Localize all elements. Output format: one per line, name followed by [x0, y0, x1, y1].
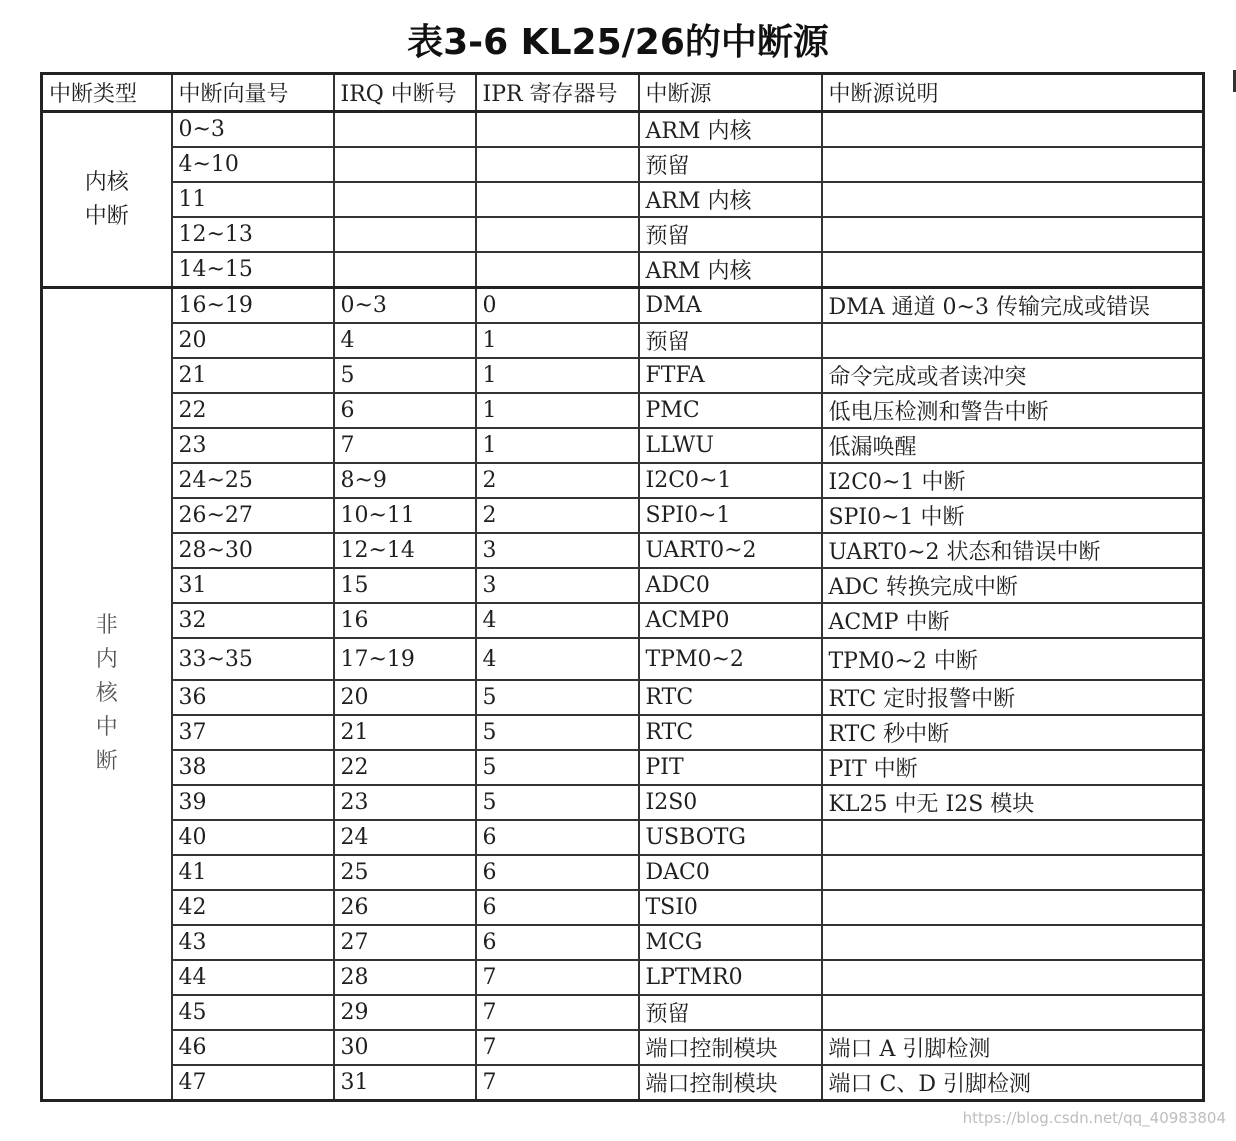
source-cell: FTFA: [639, 358, 822, 393]
vector-cell: 46: [172, 1030, 334, 1065]
watermark-url: https://blog.csdn.net/qq_40983804: [962, 1109, 1226, 1127]
core-interrupt-type-cell: [42, 112, 172, 288]
description-cell: [822, 995, 1204, 1030]
ipr-cell: 1: [476, 428, 639, 463]
header-row: [42, 74, 1204, 112]
ipr-cell: 0: [476, 288, 639, 324]
irq-cell: 25: [334, 855, 476, 890]
ipr-cell: 2: [476, 463, 639, 498]
table-row: [42, 182, 1204, 217]
source-cell: PIT: [639, 750, 822, 785]
ipr-cell: 3: [476, 568, 639, 603]
source-cell: ARM 内核: [639, 252, 822, 288]
table-row: [42, 463, 1204, 498]
vector-cell: 44: [172, 960, 334, 995]
vector-cell: 4~10: [172, 147, 334, 182]
table-row: [42, 855, 1204, 890]
table-row: [42, 715, 1204, 750]
description-cell: [822, 855, 1204, 890]
vector-cell: 0~3: [172, 112, 334, 148]
description-cell: [822, 890, 1204, 925]
table-row: [42, 603, 1204, 638]
source-cell: RTC: [639, 680, 822, 715]
ipr-cell: [476, 217, 639, 252]
vector-cell: 26~27: [172, 498, 334, 533]
ipr-cell: 5: [476, 750, 639, 785]
vector-cell: 47: [172, 1065, 334, 1101]
table-row: [42, 750, 1204, 785]
table-row: [42, 1065, 1204, 1101]
table-body: [42, 112, 1204, 1101]
noncore-type-label: 非内核中断: [95, 613, 118, 774]
header-irq-number: IRQ 中断号: [334, 74, 476, 112]
source-cell: LLWU: [639, 428, 822, 463]
table-row: [42, 960, 1204, 995]
irq-cell: 26: [334, 890, 476, 925]
irq-cell: 22: [334, 750, 476, 785]
source-cell: DAC0: [639, 855, 822, 890]
vector-cell: 42: [172, 890, 334, 925]
source-cell: 端口控制模块: [639, 1065, 822, 1101]
source-cell: 预留: [639, 147, 822, 182]
irq-cell: 12~14: [334, 533, 476, 568]
description-cell: [822, 147, 1204, 182]
description-cell: I2C0~1 中断: [822, 463, 1204, 498]
source-cell: ARM 内核: [639, 112, 822, 148]
noncore-interrupt-type-cell: [42, 288, 172, 1101]
irq-cell: [334, 147, 476, 182]
description-cell: [822, 323, 1204, 358]
irq-cell: 16: [334, 603, 476, 638]
table-row: [42, 995, 1204, 1030]
ipr-cell: 1: [476, 358, 639, 393]
vector-cell: 43: [172, 925, 334, 960]
description-cell: [822, 960, 1204, 995]
table-row: [42, 1030, 1204, 1065]
table-title: 表3-6 KL25/26的中断源: [407, 22, 829, 63]
ipr-cell: [476, 252, 639, 288]
description-cell: 端口 A 引脚检测: [822, 1030, 1204, 1065]
irq-cell: 28: [334, 960, 476, 995]
source-cell: I2S0: [639, 785, 822, 820]
header-vector-number: 中断向量号: [172, 74, 334, 112]
irq-cell: [334, 112, 476, 148]
description-cell: [822, 925, 1204, 960]
description-cell: TPM0~2 中断: [822, 638, 1204, 680]
vector-cell: 20: [172, 323, 334, 358]
description-cell: ACMP 中断: [822, 603, 1204, 638]
header-ipr-register: IPR 寄存器号: [476, 74, 639, 112]
source-cell: TSI0: [639, 890, 822, 925]
irq-cell: 17~19: [334, 638, 476, 680]
irq-cell: 29: [334, 995, 476, 1030]
irq-cell: 27: [334, 925, 476, 960]
source-cell: RTC: [639, 715, 822, 750]
irq-cell: 5: [334, 358, 476, 393]
irq-cell: 0~3: [334, 288, 476, 324]
ipr-cell: 2: [476, 498, 639, 533]
table-row: [42, 393, 1204, 428]
description-cell: RTC 定时报警中断: [822, 680, 1204, 715]
table-row: [42, 820, 1204, 855]
vector-cell: 16~19: [172, 288, 334, 324]
description-cell: ADC 转换完成中断: [822, 568, 1204, 603]
irq-cell: 15: [334, 568, 476, 603]
table-row: [42, 533, 1204, 568]
irq-cell: 21: [334, 715, 476, 750]
vector-cell: 41: [172, 855, 334, 890]
vector-cell: 38: [172, 750, 334, 785]
table-row: [42, 925, 1204, 960]
ipr-cell: 7: [476, 1030, 639, 1065]
description-cell: [822, 217, 1204, 252]
ipr-cell: 3: [476, 533, 639, 568]
vector-cell: 39: [172, 785, 334, 820]
irq-cell: 23: [334, 785, 476, 820]
description-cell: [822, 820, 1204, 855]
irq-cell: 7: [334, 428, 476, 463]
ipr-cell: 4: [476, 603, 639, 638]
source-cell: TPM0~2: [639, 638, 822, 680]
description-cell: [822, 252, 1204, 288]
source-cell: MCG: [639, 925, 822, 960]
ipr-cell: 7: [476, 995, 639, 1030]
source-cell: ARM 内核: [639, 182, 822, 217]
header-interrupt-type: 中断类型: [42, 74, 172, 112]
vector-cell: 31: [172, 568, 334, 603]
irq-cell: 20: [334, 680, 476, 715]
table-row: [42, 358, 1204, 393]
table-row: [42, 252, 1204, 288]
irq-cell: 6: [334, 393, 476, 428]
vector-cell: 22: [172, 393, 334, 428]
irq-cell: 4: [334, 323, 476, 358]
irq-cell: 30: [334, 1030, 476, 1065]
source-cell: DMA: [639, 288, 822, 324]
description-cell: SPI0~1 中断: [822, 498, 1204, 533]
irq-cell: [334, 252, 476, 288]
source-cell: USBOTG: [639, 820, 822, 855]
ipr-cell: [476, 112, 639, 148]
description-cell: [822, 182, 1204, 217]
source-cell: 端口控制模块: [639, 1030, 822, 1065]
table-row: [42, 428, 1204, 463]
source-cell: 预留: [639, 323, 822, 358]
header-source-description: 中断源说明: [822, 74, 1204, 112]
ipr-cell: 5: [476, 715, 639, 750]
source-cell: ADC0: [639, 568, 822, 603]
table-row: [42, 568, 1204, 603]
description-cell: 命令完成或者读冲突: [822, 358, 1204, 393]
ipr-cell: 4: [476, 638, 639, 680]
interrupt-source-table: [40, 72, 1205, 1102]
table-row: [42, 147, 1204, 182]
source-cell: 预留: [639, 217, 822, 252]
vector-cell: 40: [172, 820, 334, 855]
ipr-cell: 6: [476, 855, 639, 890]
source-cell: SPI0~1: [639, 498, 822, 533]
table-row: [42, 112, 1204, 148]
vector-cell: 36: [172, 680, 334, 715]
table-row: [42, 217, 1204, 252]
description-cell: RTC 秒中断: [822, 715, 1204, 750]
ipr-cell: 6: [476, 925, 639, 960]
ipr-cell: 5: [476, 680, 639, 715]
table-row: [42, 288, 1204, 324]
vector-cell: 12~13: [172, 217, 334, 252]
irq-cell: 10~11: [334, 498, 476, 533]
header-interrupt-source: 中断源: [639, 74, 822, 112]
vector-cell: 45: [172, 995, 334, 1030]
vector-cell: 24~25: [172, 463, 334, 498]
source-cell: LPTMR0: [639, 960, 822, 995]
ipr-cell: [476, 182, 639, 217]
table-row: [42, 323, 1204, 358]
ipr-cell: 7: [476, 960, 639, 995]
source-cell: ACMP0: [639, 603, 822, 638]
table-row: [42, 680, 1204, 715]
source-cell: PMC: [639, 393, 822, 428]
core-type-label: 内核中断: [84, 169, 129, 229]
ipr-cell: 6: [476, 820, 639, 855]
description-cell: DMA 通道 0~3 传输完成或错误: [822, 288, 1204, 324]
vector-cell: 37: [172, 715, 334, 750]
vector-cell: 23: [172, 428, 334, 463]
table-row: [42, 785, 1204, 820]
irq-cell: 24: [334, 820, 476, 855]
irq-cell: [334, 217, 476, 252]
table-row: [42, 498, 1204, 533]
ipr-cell: 7: [476, 1065, 639, 1101]
vector-cell: 28~30: [172, 533, 334, 568]
description-cell: [822, 112, 1204, 148]
source-cell: 预留: [639, 995, 822, 1030]
description-cell: 端口 C、D 引脚检测: [822, 1065, 1204, 1101]
ipr-cell: 1: [476, 323, 639, 358]
description-cell: UART0~2 状态和错误中断: [822, 533, 1204, 568]
vector-cell: 33~35: [172, 638, 334, 680]
source-cell: UART0~2: [639, 533, 822, 568]
irq-cell: 31: [334, 1065, 476, 1101]
vector-cell: 11: [172, 182, 334, 217]
ipr-cell: 1: [476, 393, 639, 428]
vector-cell: 32: [172, 603, 334, 638]
irq-cell: [334, 182, 476, 217]
vector-cell: 14~15: [172, 252, 334, 288]
table-row: [42, 638, 1204, 680]
vector-cell: 21: [172, 358, 334, 393]
description-cell: 低漏唤醒: [822, 428, 1204, 463]
irq-cell: 8~9: [334, 463, 476, 498]
table-row: [42, 890, 1204, 925]
source-cell: I2C0~1: [639, 463, 822, 498]
ipr-cell: 5: [476, 785, 639, 820]
description-cell: 低电压检测和警告中断: [822, 393, 1204, 428]
ipr-cell: [476, 147, 639, 182]
description-cell: KL25 中无 I2S 模块: [822, 785, 1204, 820]
ipr-cell: 6: [476, 890, 639, 925]
description-cell: PIT 中断: [822, 750, 1204, 785]
